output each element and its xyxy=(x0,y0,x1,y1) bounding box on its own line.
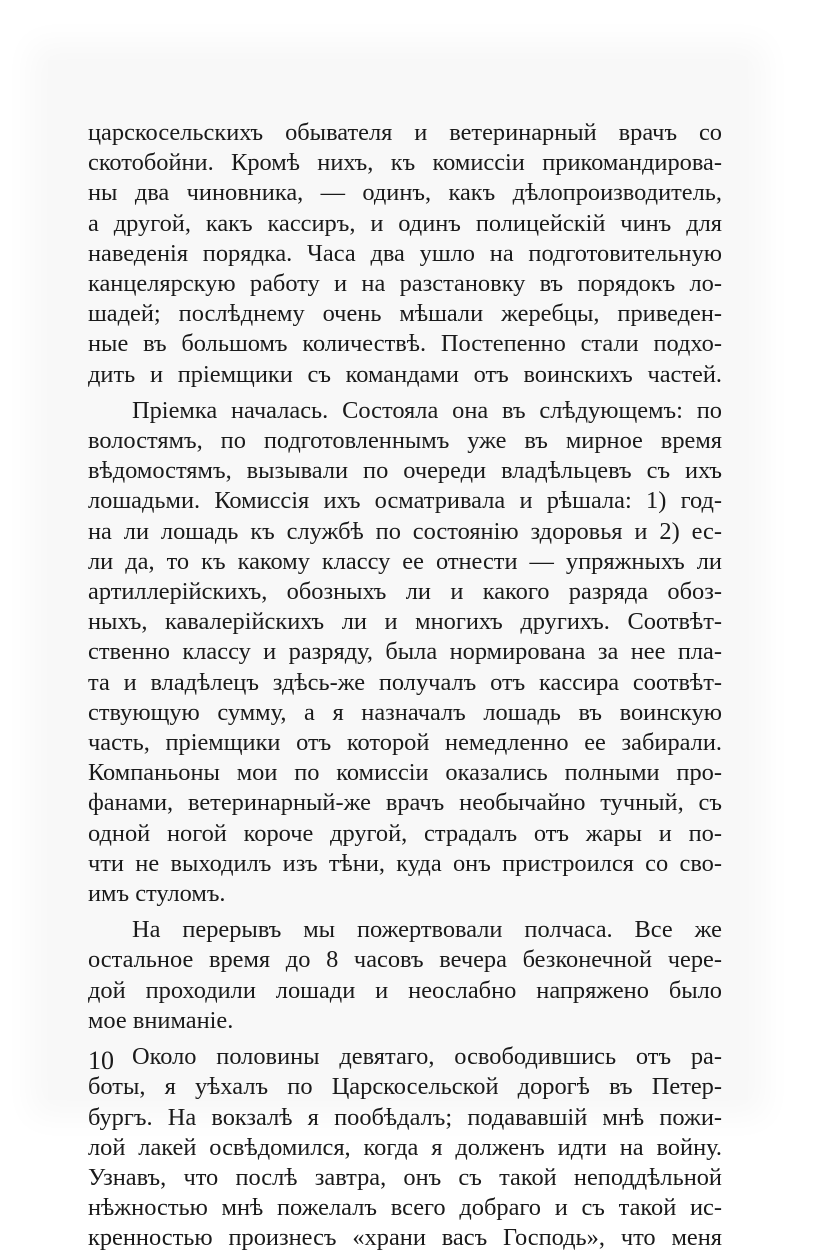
paragraph-2 xyxy=(88,396,722,909)
text-line: скотобойни. Кромѣ нихъ, къ комиссіи прикомандирова- xyxy=(88,149,722,177)
text-line: нѣжностью мнѣ пожелалъ всего добраго и съ такой ис- xyxy=(88,1194,722,1222)
text-line: ствующую сумму, а я назначалъ лошадь въ воинскую xyxy=(88,698,722,726)
text-line: на ли лошадь къ службѣ по состоянію здоровья и 2) ес- xyxy=(88,517,722,545)
text-line: чти не выходилъ изъ тѣни, куда онъ пристроился со сво- xyxy=(88,849,722,877)
text-line: дить и пріемщики съ командами отъ воинскихъ частей. xyxy=(88,360,722,388)
text-line: наведенія порядка. Часа два ушло на подготовительную xyxy=(88,239,722,267)
paragraph-3 xyxy=(88,915,722,1036)
text-line: Пріемка началась. Состояла она въ слѣдующемъ: по xyxy=(132,396,722,424)
text-line: шадей; послѣднему очень мѣшали жеребцы, приведен- xyxy=(88,300,722,328)
text-line: На перерывъ мы пожертвовали полчаса. Все же xyxy=(132,916,722,944)
text-line: лой лакей освѣдомился, когда я долженъ идти на войну. xyxy=(88,1133,722,1161)
text-line: лошадьми. Комиссія ихъ осматривала и рѣшала: 1) год- xyxy=(88,487,722,515)
text-line: артиллерійскихъ, обозныхъ ли и какого разряда обоз- xyxy=(88,578,722,606)
text-line: Около половины девятаго, освободившись отъ ра- xyxy=(132,1043,722,1071)
text-line: волостямъ, по подготовленнымъ уже въ мирное время xyxy=(88,427,722,455)
text-line: ные въ большомъ количествѣ. Постепенно стали подхо- xyxy=(88,330,722,358)
text-line: ныхъ, кавалерійскихъ ли и многихъ другихъ. Соотвѣт- xyxy=(88,608,722,636)
text-line: кренностью произнесъ «храни васъ Господь», что меня xyxy=(88,1224,722,1252)
text-line: а другой, какъ кассиръ, и одинъ полицейскій чинъ для xyxy=(88,209,722,237)
text-line: Узнавъ, что послѣ завтра, онъ съ такой неподдѣльной xyxy=(88,1163,722,1191)
text-line: ли да, то къ какому классу ее отнести — упряжныхъ ли xyxy=(88,547,722,575)
body-text xyxy=(88,118,722,1260)
text-line: ны два чиновника, — одинъ, какъ дѣлопроизводитель, xyxy=(88,179,722,207)
text-line: остальное время до 8 часовъ вечера безконечной чере- xyxy=(88,946,722,974)
text-line: боты, я уѣхалъ по Царскосельской дорогѣ въ Петер- xyxy=(88,1073,722,1101)
text-line: имъ стуломъ. xyxy=(88,880,226,908)
text-line: часть, пріемщики отъ которой немедленно ее забирали. xyxy=(88,729,722,757)
page-number: 10 xyxy=(88,1046,114,1075)
text-line: одной ногой короче другой, страдалъ отъ жары и по- xyxy=(88,819,722,847)
text-line: мое вниманіе. xyxy=(88,1006,234,1034)
text-line: вѣдомостямъ, вызывали по очереди владѣльцевъ съ ихъ xyxy=(88,457,722,485)
paragraph-4 xyxy=(88,1042,722,1253)
text-line: та и владѣлецъ здѣсь-же получалъ отъ кассира соотвѣт- xyxy=(88,668,722,696)
text-line: царскосельскихъ обывателя и ветеринарный врачъ со xyxy=(88,119,722,146)
text-line: бургъ. На вокзалѣ я пообѣдалъ; подававшій мнѣ пожи- xyxy=(88,1103,722,1131)
paragraph-1 xyxy=(88,118,722,390)
text-line: дой проходили лошади и неослабно напряжено было xyxy=(88,976,722,1004)
text-line: фанами, ветеринарный-же врачъ необычайно тучный, съ xyxy=(88,789,722,817)
text-line: Компаньоны мои по комиссіи оказались полными про- xyxy=(88,759,722,787)
text-line: ственно классу и разряду, была нормирована за нее пла- xyxy=(88,638,722,666)
text-line: канцелярскую работу и на разстановку въ порядокъ ло- xyxy=(88,270,722,298)
